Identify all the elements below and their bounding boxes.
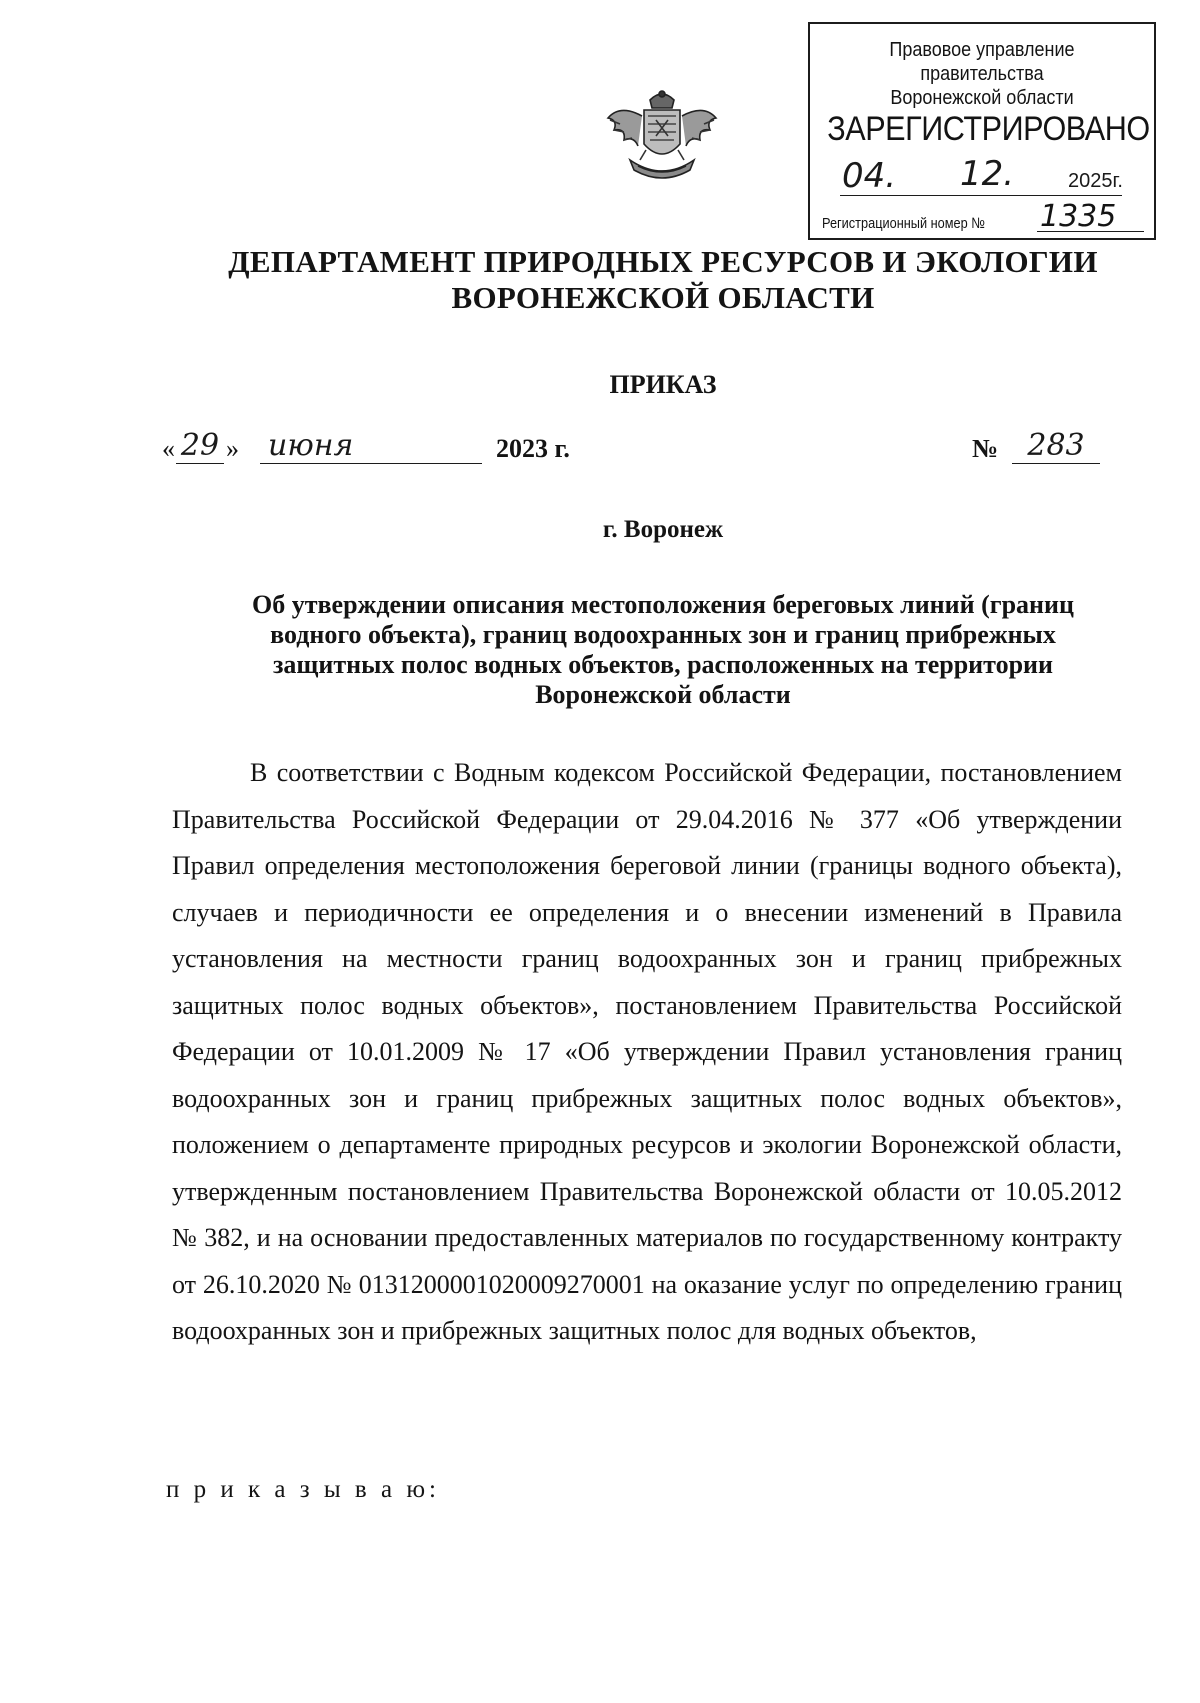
order-subject-line4: Воронежской области [535,680,791,709]
coat-of-arms-icon [600,86,724,186]
date-close-quote: » [226,434,239,463]
department-title-line1: ДЕПАРТАМЕНТ ПРИРОДНЫХ РЕСУРСОВ И ЭКОЛОГИИ [228,244,1098,279]
document-type: ПРИКАЗ [609,370,717,399]
date-day: 29 [176,428,224,464]
department-title-line2: ВОРОНЕЖСКОЙ ОБЛАСТИ [451,280,875,315]
city: г. Воронеж [602,516,724,543]
preamble-paragraph: В соответствии с Водным кодексом Российской Федерации, постановлением Правительства Российской Федерации от 29.04.2016 № 377 «Об утверждении Правил определения местоположения береговой линии (границы водного объекта), случаев и периодичности ее определения и о внесении изменений в Правила установления на местности границ водоохранных зон и границ прибрежных защитных полос водных объектов», постановлением Правительства Российской Федерации от 10.01.2009 № 17 «Об утверждении Правил установления границ водоохранных зон и границ прибрежных защитных полос водных объектов», положением о департаменте природных ресурсов и экологии Воронежской области, утвержденным постановлением Правительства Воронежской области от 10.05.2012 № 382, и на основании предоставленных материалов по государственному контракту от 26.10.2020 № 0131200001020009270001 на оказание услуг по определению границ водоохранных зон и прибрежных защитных полос для водных объектов, [172,758,1122,1345]
stamp-reg-label: Регистрационный номер № [822,215,985,232]
order-subject-line2: водного объекта), границ водоохранных зон и границ прибрежных [270,620,1056,649]
stamp-org-line1: Правовое управление правительства [889,39,1075,85]
stamp-date-month: 12. [960,154,1015,194]
stamp-date-year: 2025г. [1068,170,1123,192]
stamp-org-line2: Воронежской области [890,87,1074,109]
date-year: 2023 г. [496,434,570,463]
order-word: п р и к а з ы в а ю: [166,1476,440,1503]
order-subject-line3: защитных полос водных объектов, расположенных на территории [272,650,1054,679]
order-number-label: № [972,434,999,463]
stamp-organization [827,38,1137,110]
date-month: июня [260,428,482,464]
coat-of-arms-emblem [600,86,724,186]
stamp-reg-number-row [822,199,1152,238]
stamp-date-day: 04. [842,156,897,196]
order-subject-line1: Об утверждении описания местоположения береговых линий (границ [252,590,1074,619]
stamp-status: ЗАРЕГИСТРИРОВАНО [827,110,1150,148]
date-number-row [162,428,1122,474]
department-title [0,244,1200,316]
stamp-date [840,154,1136,202]
order-number: 283 [1012,428,1100,464]
order-subject [200,590,1126,710]
registration-stamp [808,22,1156,240]
stamp-reg-number: 1335 [1040,199,1117,234]
date-open-quote: « [162,434,175,463]
